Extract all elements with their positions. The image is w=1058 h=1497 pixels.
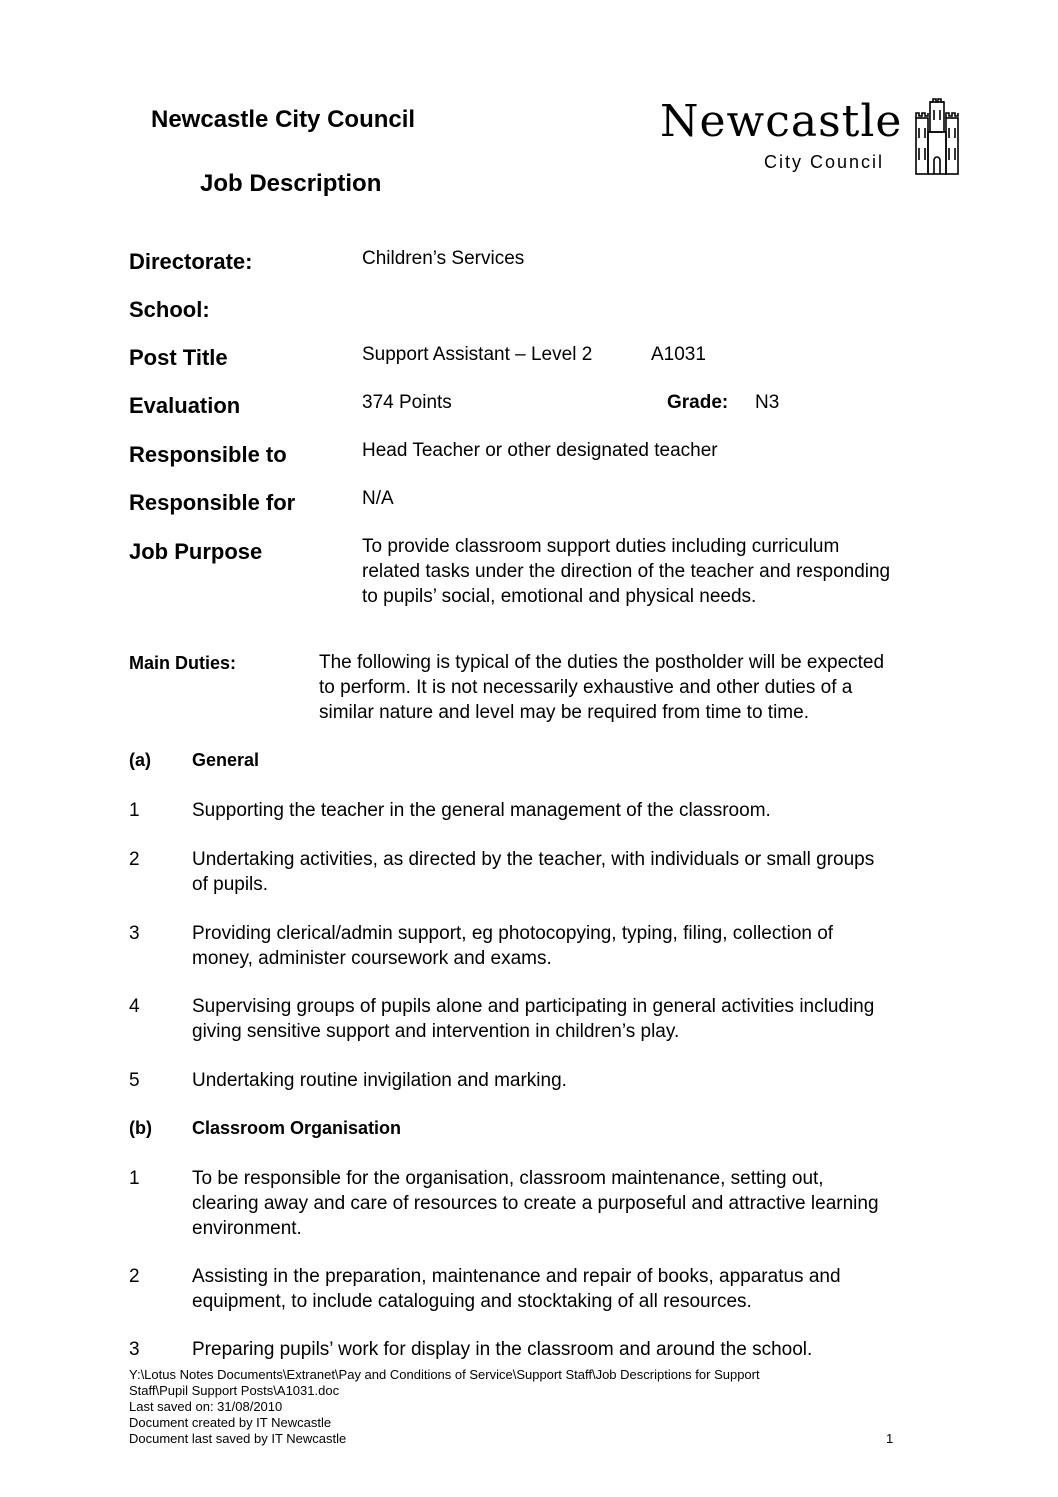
newcastle-logo	[660, 96, 970, 180]
item-number: 4	[129, 996, 140, 1017]
list-item-line: environment.	[192, 1218, 302, 1239]
evaluation-label: Evaluation	[129, 393, 241, 418]
footer-saved-on: Last saved on: 31/08/2010	[129, 1399, 283, 1414]
item-number: 3	[129, 923, 140, 944]
document-footer	[129, 1367, 929, 1447]
list-item-line: Preparing pupils’ work for display in the classroom and around the school.	[192, 1339, 813, 1360]
responsible-for-label: Responsible for	[129, 490, 296, 515]
list-item-line: Assisting in the preparation, maintenance and repair of books, apparatus and	[192, 1266, 841, 1287]
list-item	[192, 1264, 992, 1314]
school-label: School:	[129, 297, 210, 322]
list-item	[192, 1337, 992, 1362]
castle-icon	[912, 98, 962, 176]
post-title-label: Post Title	[129, 345, 228, 370]
item-number: 1	[129, 1168, 140, 1189]
logo-wordmark: Newcastle	[660, 96, 903, 147]
list-item	[192, 1068, 992, 1093]
org-name: Newcastle City Council	[151, 106, 416, 133]
job-purpose-text	[362, 534, 1002, 609]
list-item	[192, 921, 992, 971]
list-item	[192, 847, 992, 897]
job-purpose-label: Job Purpose	[129, 539, 263, 564]
list-item-line: Supporting the teacher in the general management of the classroom.	[192, 800, 771, 821]
footer-saved-by: Document last saved by IT Newcastle	[129, 1431, 347, 1446]
directorate-value: Children’s Services	[362, 248, 525, 269]
responsible-for-value: N/A	[362, 488, 394, 509]
section-letter: (a)	[129, 750, 151, 770]
main-duties-text	[319, 650, 1009, 725]
list-item-line: of pupils.	[192, 874, 269, 895]
item-number: 2	[129, 1266, 140, 1287]
job-purpose-line: to pupils’ social, emotional and physical needs.	[362, 586, 757, 607]
list-item-line: To be responsible for the organisation, classroom maintenance, setting out,	[192, 1168, 824, 1189]
evaluation-value: 374 Points	[362, 392, 452, 413]
post-title-value: Support Assistant – Level 2	[362, 344, 593, 365]
post-code-value: A1031	[651, 344, 706, 365]
list-item-line: Supervising groups of pupils alone and participating in general activities including	[192, 996, 875, 1017]
item-number: 2	[129, 849, 140, 870]
section-letter: (b)	[129, 1118, 152, 1138]
list-item-line: giving sensitive support and intervention in children’s play.	[192, 1021, 680, 1042]
section-title: Classroom Organisation	[192, 1118, 402, 1138]
main-duties-label: Main Duties:	[129, 653, 237, 673]
list-item	[192, 994, 992, 1044]
responsible-to-label: Responsible to	[129, 442, 287, 467]
logo-subtitle: City Council	[764, 152, 885, 172]
list-item-line: clearing away and care of resources to create a purposeful and attractive learning	[192, 1193, 879, 1214]
list-item-line: equipment, to include cataloguing and stocktaking of all resources.	[192, 1291, 752, 1312]
job-purpose-line: To provide classroom support duties including curriculum	[362, 536, 840, 557]
item-number: 3	[129, 1339, 140, 1360]
list-item-line: Undertaking routine invigilation and marking.	[192, 1070, 567, 1091]
responsible-to-value: Head Teacher or other designated teacher	[362, 440, 718, 461]
document-title: Job Description	[200, 170, 382, 197]
item-number: 1	[129, 800, 140, 821]
grade-label: Grade:	[667, 392, 729, 413]
footer-created-by: Document created by IT Newcastle	[129, 1415, 332, 1430]
list-item-line: money, administer coursework and exams.	[192, 948, 552, 969]
footer-path-line: Staff\Pupil Support Posts\A1031.doc	[129, 1383, 340, 1398]
list-item-line: Providing clerical/admin support, eg photocopying, typing, filing, collection of	[192, 923, 834, 944]
list-item-line: Undertaking activities, as directed by the teacher, with individuals or small groups	[192, 849, 875, 870]
section-title: General	[192, 750, 260, 770]
grade-value: N3	[755, 392, 780, 413]
item-number: 5	[129, 1070, 140, 1091]
job-purpose-line: related tasks under the direction of the teacher and responding	[362, 561, 891, 582]
directorate-label: Directorate:	[129, 249, 253, 274]
page-number: 1	[886, 1431, 894, 1446]
main-duties-line: The following is typical of the duties the postholder will be expected	[319, 652, 885, 673]
footer-path-line: Y:\Lotus Notes Documents\Extranet\Pay and Conditions of Service\Support Staff\Job Descriptions for Support	[129, 1367, 760, 1382]
main-duties-line: similar nature and level may be required from time to time.	[319, 702, 809, 723]
list-item	[192, 1166, 992, 1241]
main-duties-line: to perform. It is not necessarily exhaustive and other duties of a	[319, 677, 853, 698]
list-item	[192, 798, 992, 823]
